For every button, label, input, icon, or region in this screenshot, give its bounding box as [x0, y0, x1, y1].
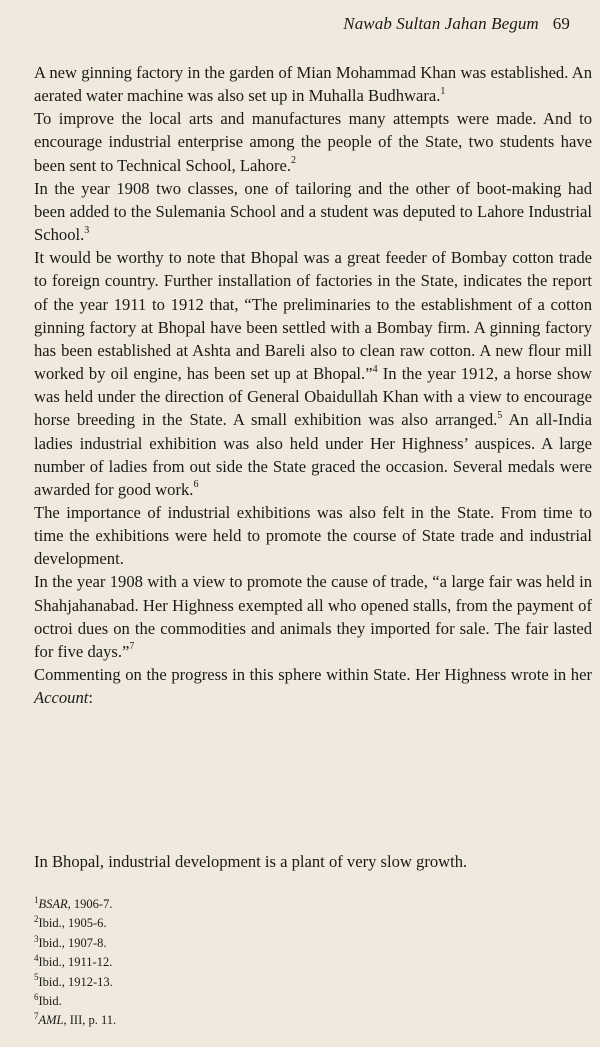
footnote: $^2$Ibid., 1905-6. — [34, 914, 107, 931]
block-quote: In Bhopal, industrial development is a plant of very slow growth. — [34, 852, 468, 871]
paragraph: To improve the local arts and manufactures many attempts were made. And to encourage industrial enterprise among the people of the State, two students have been sent to Technical School, Lahore.$^2$ — [34, 109, 592, 175]
page-number: 69 — [552, 14, 570, 33]
footnote-ref: 6 — [193, 479, 199, 491]
paragraph: A new ginning factory in the garden of Mian Mohammad Khan was established. An aerated water machine was also set up in Muhalla Budhwara.$^1$ — [34, 63, 592, 106]
paragraph: The importance of industrial exhibitions was also felt in the State. From time to time the exhibitions were held to promote the course of State trade and industrial development. — [34, 502, 592, 569]
paragraph: In the year 1908 two classes, one of tailoring and the other of boot-making had been added to the Sulemania School and a student was deputed to Lahore Industrial School.$^3$ — [34, 178, 592, 245]
footnote: $^5$Ibid., 1912-13. — [34, 972, 113, 989]
paragraph: In the year 1908 with a view to promote the cause of trade, “a large fair was held in Shahjahanabad. Her Highness exempted all who opened stalls, from the payment of octroi dues on the commodities and animals they imported for sale. The fair lasted for five days.”$^7$ — [34, 572, 592, 661]
book-title: Account — [34, 688, 89, 708]
footnote: $^4$Ibid., 1911-12. — [34, 953, 113, 970]
footnote-ref: 1 — [440, 85, 446, 97]
paragraph: It would be worthy to note that Bhopal was a great feeder of Bombay cotton trade to foreign country. Further installation of factories in the State, indicates the report of the year 1911 to 1912 that, “The preliminaries to the establishment of a cotton ginning factory at Bhopal have been settled with a Bombay firm. A ginning factory has been established at Ashta and Bareli also to clean raw cotton. A new flour mill worked by oil engine, has been set up at Bhopal.”$^4$ In the year 1912, a horse show was held under the direction of General Obaidullah Khan with a view to encourage horse breeding in the State. A small exhibition was also arranged.$^5$ An all-India ladies industrial exhibition was also held under Her Highness’ auspices. A large number of ladies from out side the State graced the occasion. Several medals were awarded for good work.$^6$ — [34, 248, 593, 499]
footnote-ref: 5 — [497, 409, 503, 421]
footnote-ref: 2 — [291, 155, 297, 167]
body-text — [34, 61, 592, 709]
footnote-ref: 7 — [129, 641, 135, 653]
footnote: $^3$Ibid., 1907-8. — [34, 933, 107, 950]
footnote: $^1$BSAR, 1906-7. — [34, 894, 113, 911]
running-head — [343, 14, 570, 34]
footnote-ref: 4 — [372, 363, 378, 375]
footnote-ref: 3 — [84, 224, 90, 236]
running-title: Nawab Sultan Jahan Begum — [343, 14, 539, 33]
footnotes — [34, 895, 116, 1031]
paragraph: Commenting on the progress in this sphere within State. Her Highness wrote in her Account: — [34, 665, 592, 708]
footnote: $^7$AML, III, p. 11. — [34, 1011, 117, 1028]
footnote: $^6$Ibid. — [34, 991, 62, 1009]
